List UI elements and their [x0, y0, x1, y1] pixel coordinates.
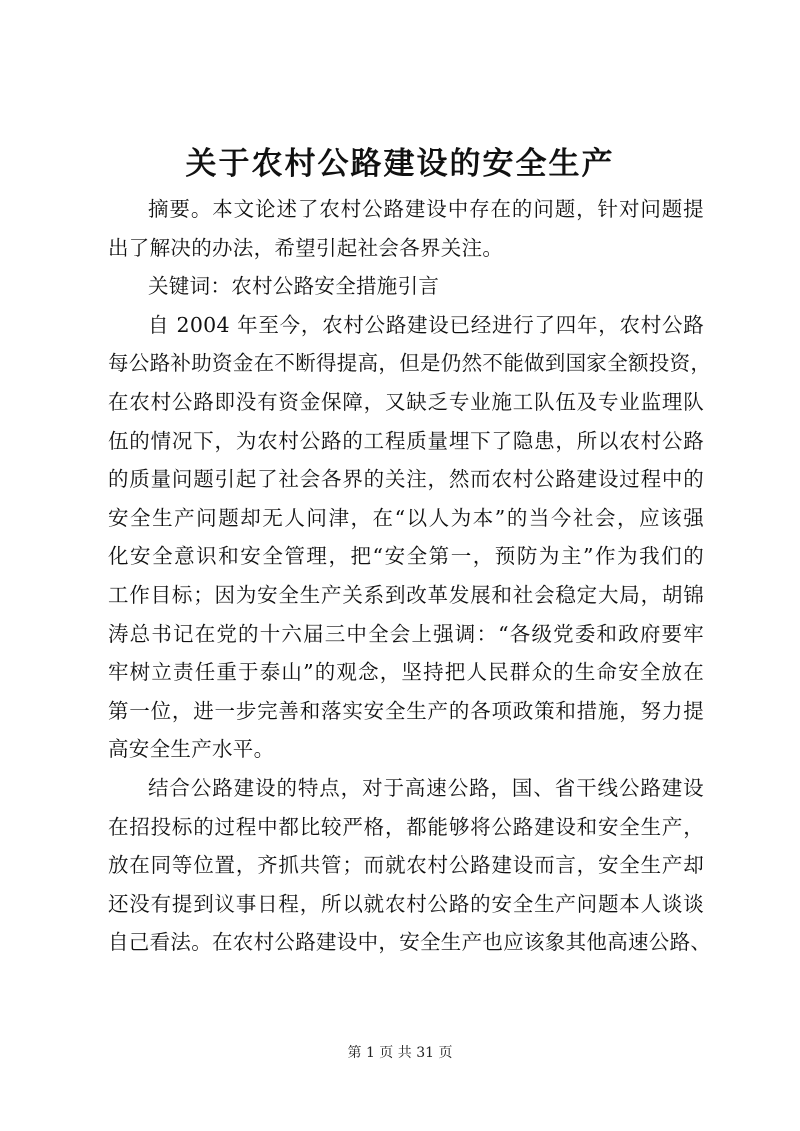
body-line: 牢树立责任重于泰山”的观念，坚持把人民群众的生命安全放在 — [108, 660, 704, 685]
body-line: 伍的情况下，为农村公路的工程质量埋下了隐患，所以农村公路 — [108, 428, 704, 453]
document-body — [108, 190, 712, 962]
body-line: 在农村公路即没有资金保障，又缺乏专业施工队伍及专业监理队 — [108, 389, 704, 414]
body-line: 高安全生产水平。 — [108, 737, 275, 762]
body-line: 的质量问题引起了社会各界的关注，然而农村公路建设过程中的 — [108, 467, 704, 492]
body-line: 结合公路建设的特点，对于高速公路，国、省干线公路建设 — [148, 775, 704, 800]
body-line: 工作目标；因为安全生产关系到改革发展和社会稳定大局，胡锦 — [108, 582, 704, 607]
body-line: 安全生产问题却无人问津，在“以人为本”的当今社会，应该强 — [108, 505, 704, 530]
document-title: 关于农村公路建设的安全生产 — [185, 146, 615, 182]
body-line: 每公路补助资金在不断得提高，但是仍然不能做到国家全额投资， — [108, 351, 712, 376]
body-line: 放在同等位置，齐抓共管；而就农村公路建设而言，安全生产却 — [108, 853, 704, 878]
body-line: 自 2004 年至今，农村公路建设已经进行了四年，农村公路 — [148, 312, 704, 337]
body-line: 还没有提到议事日程，所以就农村公路的安全生产问题本人谈谈 — [108, 891, 704, 916]
body-line: 摘要。本文论述了农村公路建设中存在的问题，针对问题提 — [148, 197, 704, 221]
body-line: 第一位，进一步完善和落实安全生产的各项政策和措施，努力提 — [108, 698, 704, 723]
body-line: 出了解决的办法，希望引起社会各界关注。 — [108, 235, 504, 260]
body-line: 关键词：农村公路安全措施引言 — [148, 274, 440, 299]
body-line: 涛总书记在党的十六届三中全会上强调：“各级党委和政府要牢 — [108, 621, 704, 646]
body-line: 自己看法。在农村公路建设中，安全生产也应该象其他高速公路、 — [108, 930, 712, 955]
body-line: 化安全意识和安全管理，把“安全第一，预防为主”作为我们的 — [108, 544, 704, 569]
page-footer: 第 1 页 共 31 页 — [347, 1045, 453, 1061]
body-line: 在招投标的过程中都比较严格，都能够将公路建设和安全生产， — [108, 814, 704, 839]
